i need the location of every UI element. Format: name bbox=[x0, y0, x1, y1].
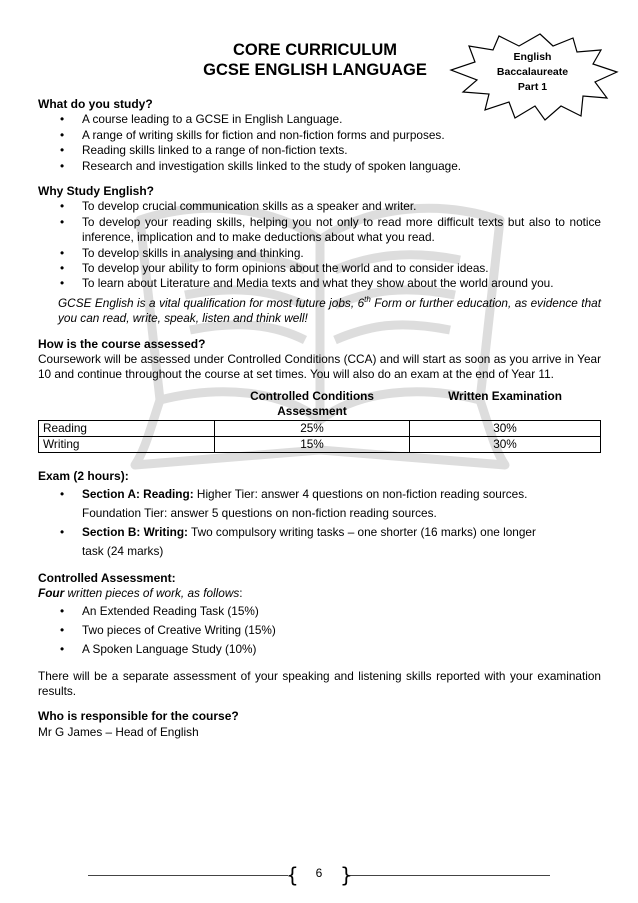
study-list bbox=[38, 112, 601, 174]
responsible-heading: Who is responsible for the course? bbox=[38, 709, 239, 724]
exam-heading: Exam (2 hours): bbox=[38, 469, 129, 484]
table-header-row bbox=[39, 389, 601, 420]
table-cell: 25% bbox=[215, 420, 410, 436]
title-line-1: CORE CURRICULUM bbox=[232, 41, 398, 59]
list-item: • An Extended Reading Task (15%) bbox=[58, 602, 601, 621]
section-a-text: Higher Tier: answer 4 questions on non-fiction reading sources. bbox=[193, 486, 528, 501]
note-text-start: GCSE English is a vital qualification for most future jobs, 6 bbox=[58, 295, 365, 310]
left-bracket-icon: { bbox=[286, 863, 299, 887]
list-item: • To develop skills in analysing and thinking. bbox=[58, 246, 601, 261]
main-content bbox=[38, 97, 601, 740]
list-item bbox=[58, 485, 601, 523]
table-header: Controlled Conditions Assessment bbox=[250, 388, 374, 419]
list-item: • To develop your reading skills, helping you not only to read more difficult texts but also to notice inference, implication and to make deductions about what you read. bbox=[58, 215, 601, 246]
why-heading: Why Study English? bbox=[38, 184, 154, 199]
list-item: • To learn about Literature and Media texts and what they show about the world around you. bbox=[58, 276, 601, 291]
section-a-label: Section A: Reading: bbox=[82, 486, 194, 501]
page-number: 6 bbox=[315, 866, 323, 880]
list-item: • A course leading to a GCSE in English Language. bbox=[58, 112, 601, 127]
assessed-text: Coursework will be assessed under Controlled Conditions (CCA) and will start as soon as you arrive in Year 10 and continue throughout the course at set times. You will also do an exam at the end of Year 11. bbox=[38, 352, 601, 382]
assessed-heading: How is the course assessed? bbox=[38, 336, 206, 351]
list-item: • Two pieces of Creative Writing (15%) bbox=[58, 621, 601, 640]
why-note bbox=[58, 292, 601, 327]
table-cell: 30% bbox=[410, 420, 601, 436]
badge-line-1: English bbox=[513, 51, 552, 63]
study-heading: What do you study? bbox=[38, 97, 153, 111]
list-item: • To develop your ability to form opinions about the world and to consider ideas. bbox=[58, 261, 601, 276]
list-item: • A range of writing skills for fiction and non-fiction forms and purposes. bbox=[58, 128, 601, 143]
list-item: • Reading skills linked to a range of non-fiction texts. bbox=[58, 143, 601, 158]
list-item: • Research and investigation skills linked to the study of spoken language. bbox=[58, 159, 601, 174]
controlled-intro bbox=[38, 586, 601, 601]
list-item: • To develop crucial communication skills as a speaker and writer. bbox=[58, 199, 601, 214]
table-row bbox=[39, 420, 601, 436]
title-line-2: GCSE ENGLISH LANGUAGE bbox=[203, 61, 427, 79]
table-header bbox=[39, 389, 215, 420]
responsible-name: Mr G James – Head of English bbox=[38, 724, 199, 739]
table-cell: 15% bbox=[215, 437, 410, 453]
right-bracket-icon: } bbox=[340, 863, 353, 887]
footer-rule-right bbox=[350, 875, 550, 876]
footer-rule-left bbox=[88, 875, 288, 876]
assessment-table bbox=[38, 389, 601, 454]
intro-bold: Four bbox=[38, 586, 65, 601]
list-item bbox=[58, 523, 601, 561]
table-row bbox=[39, 437, 601, 453]
table-cell: Reading bbox=[39, 420, 215, 436]
section-b-label: Section B: Writing: bbox=[82, 524, 188, 539]
controlled-list bbox=[38, 602, 601, 659]
note-text-end: Form or further education, as evidence that you can read, write, speak, listen and think well! bbox=[58, 295, 601, 326]
intro-rest: written pieces of work, as follows bbox=[64, 586, 240, 601]
list-item: • A Spoken Language Study (10%) bbox=[58, 640, 601, 659]
badge-line-3: Part 1 bbox=[517, 81, 548, 93]
table-cell: Writing bbox=[39, 437, 215, 453]
table-header: Written Examination bbox=[448, 388, 562, 403]
why-list bbox=[38, 199, 601, 291]
separate-assessment-text: There will be a separate assessment of your speaking and listening skills reported with your examination results. bbox=[38, 668, 601, 699]
badge-text bbox=[485, 50, 580, 95]
intro-colon: : bbox=[239, 586, 243, 601]
section-a-foundation: Foundation Tier: answer 5 questions on non-fiction reading sources. bbox=[82, 505, 437, 520]
note-superscript: th bbox=[364, 294, 371, 304]
badge-line-2: Baccalaureate bbox=[496, 66, 569, 78]
controlled-heading: Controlled Assessment: bbox=[38, 570, 176, 585]
exam-list bbox=[38, 485, 601, 561]
table-cell: 30% bbox=[410, 437, 601, 453]
section-b-text: Two compulsory writing tasks – one shorter (16 marks) one longer task (24 marks) bbox=[82, 524, 536, 558]
